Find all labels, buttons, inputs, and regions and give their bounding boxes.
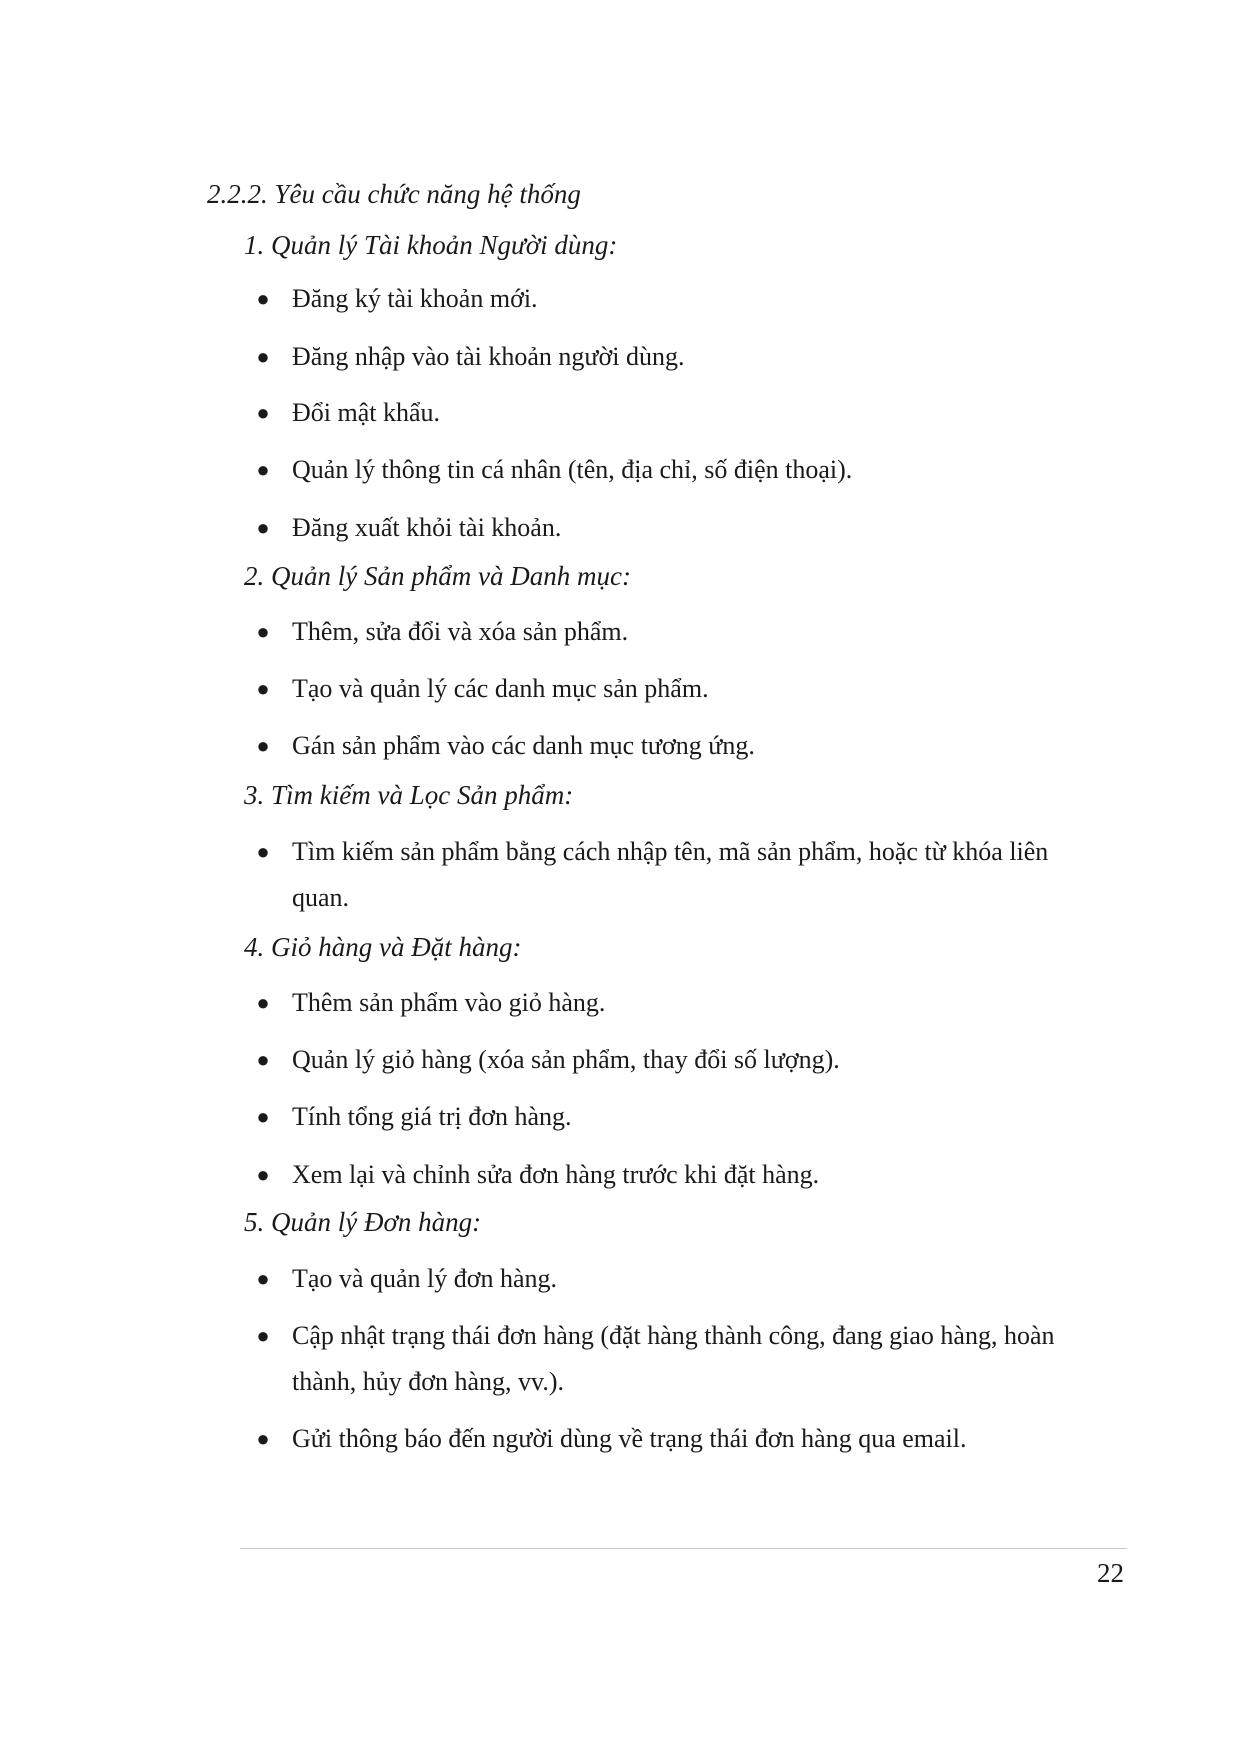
bullet-icon: ● [256,344,270,369]
subsection-title-1: 1. Quản lý Tài khoản Người dùng: [244,230,618,260]
list-item: ● Thêm, sửa đổi và xóa sản phẩm. [254,609,1094,655]
bullet-icon: ● [256,1426,270,1451]
list-item: ● Tìm kiếm sản phẩm bằng cách nhập tên, mã sản phẩm, hoặc từ khóa liên quan. [254,829,1094,921]
list-item: ● Đăng nhập vào tài khoản người dùng. [254,334,1094,380]
bullet-icon: ● [256,990,270,1015]
list-item: ● Thêm sản phẩm vào giỏ hàng. [254,980,1094,1026]
bullet-icon: ● [256,839,270,864]
footer-divider [240,1548,1127,1549]
list-item: ● Quản lý giỏ hàng (xóa sản phẩm, thay đổi số lượng). [254,1037,1094,1083]
bullet-icon: ● [256,400,270,425]
bullet-icon: ● [256,1162,270,1187]
bullet-icon: ● [256,1323,270,1348]
bullet-icon: ● [256,1047,270,1072]
subsection-title-3: 3. Tìm kiếm và Lọc Sản phẩm: [244,780,574,810]
bullet-icon: ● [256,1266,270,1291]
section-heading: 2.2.2. Yêu cầu chức năng hệ thống [207,179,581,209]
bullet-icon: ● [256,619,270,644]
list-item: ● Xem lại và chỉnh sửa đơn hàng trước khi đặt hàng. [254,1152,1094,1198]
page-number: 22 [1097,1558,1124,1588]
list-item: ● Cập nhật trạng thái đơn hàng (đặt hàng thành công, đang giao hàng, hoàn thành, hủy đơn hàng, vv.). [254,1313,1094,1405]
bullet-icon: ● [256,1104,270,1129]
list-item: ● Đăng xuất khỏi tài khoản. [254,505,1094,551]
subsection-title-2: 2. Quản lý Sản phẩm và Danh mục: [244,561,631,591]
list-item: ● Tạo và quản lý các danh mục sản phẩm. [254,666,1094,712]
list-item: ● Đăng ký tài khoản mới. [254,276,1094,322]
bullet-icon: ● [256,286,270,311]
list-item: ● Quản lý thông tin cá nhân (tên, địa chỉ, số điện thoại). [254,447,1094,493]
subsection-title-4: 4. Giỏ hàng và Đặt hàng: [244,932,522,962]
list-item: ● Gán sản phẩm vào các danh mục tương ứng. [254,723,1094,769]
bullet-icon: ● [256,457,270,482]
bullet-icon: ● [256,676,270,701]
list-item: ● Tạo và quản lý đơn hàng. [254,1256,1094,1302]
subsection-title-5: 5. Quản lý Đơn hàng: [244,1207,482,1237]
list-item: ● Gửi thông báo đến người dùng về trạng thái đơn hàng qua email. [254,1416,1094,1462]
bullet-icon: ● [256,733,270,758]
list-item: ● Đổi mật khẩu. [254,390,1094,436]
bullet-icon: ● [256,515,270,540]
list-item: ● Tính tổng giá trị đơn hàng. [254,1094,1094,1140]
